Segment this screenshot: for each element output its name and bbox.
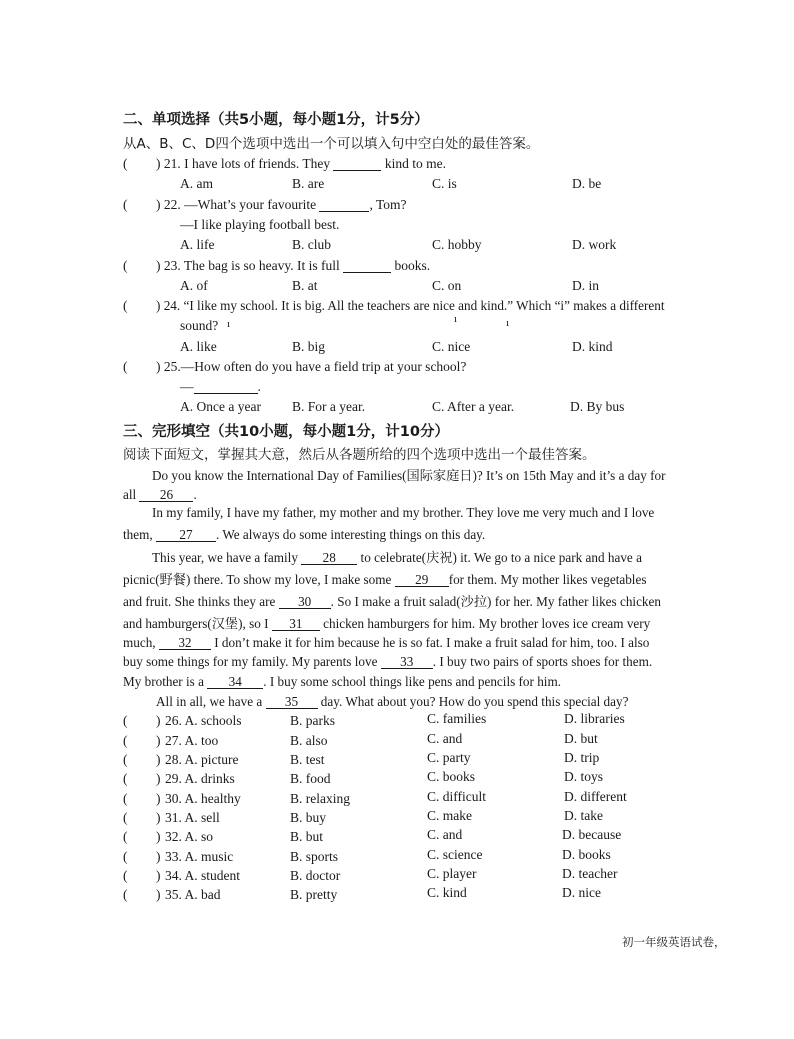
option-a: 29. A. drinks xyxy=(165,771,235,786)
question-stem-end: kind to me. xyxy=(384,156,446,171)
passage-line xyxy=(123,635,689,651)
question-stem: 23. The bag is so heavy. It is full xyxy=(163,258,340,273)
answer-paren-open: ( xyxy=(123,868,128,883)
option-d: D. work xyxy=(572,237,617,252)
passage-line xyxy=(123,613,689,632)
option-b: B. test xyxy=(290,752,325,767)
option-a: A. of xyxy=(180,278,208,293)
answer-paren-open: ( xyxy=(123,258,128,273)
passage-text: . We always do some interesting things on this day. xyxy=(215,527,486,542)
option-b: B. also xyxy=(290,733,328,748)
question-22 xyxy=(156,197,407,213)
answer-paren-close: ) xyxy=(156,752,161,767)
question-stem-end: , Tom? xyxy=(369,197,407,212)
option-b: B. big xyxy=(292,339,326,354)
option-d: D. kind xyxy=(572,339,613,354)
option-b: B. sports xyxy=(290,849,339,864)
passage-text: all xyxy=(123,487,137,502)
question-24-line2: sound? xyxy=(180,318,219,333)
cloze-blank-26: 26 xyxy=(139,488,193,502)
passage-text: day. What about you? How do you spend this special day? xyxy=(320,694,629,709)
option-a: 27. A. too xyxy=(165,733,219,748)
section-title-single-choice: 二、单项选择（共5小题，每小题1分，计5分） xyxy=(123,112,429,128)
passage-text: them, xyxy=(123,527,153,542)
passage-text: buy some things for my family. My parents love xyxy=(123,654,378,669)
option-b: B. but xyxy=(290,829,324,844)
answer-paren-open: ( xyxy=(123,849,128,864)
answer-paren-close: ) xyxy=(156,771,161,786)
passage-text: chicken hamburgers for him. My brother loves ice cream very xyxy=(323,616,651,631)
answer-paren-close: ) xyxy=(156,197,161,212)
cloze-blank-27: 27 xyxy=(156,528,216,542)
cloze-blank-35: 35 xyxy=(266,695,318,709)
option-c: C. and xyxy=(427,731,463,746)
question-stem: 22. —What’s your favourite xyxy=(163,197,317,212)
option-a: 35. A. bad xyxy=(165,887,221,902)
answer-paren-open: ( xyxy=(123,733,128,748)
section-instruction-single-choice: 从A、B、C、D四个选项中选出一个可以填入句中空白处的最佳答案。 xyxy=(123,136,540,152)
option-c: C. kind xyxy=(427,885,467,900)
option-d: D. toys xyxy=(564,769,604,784)
question-25-reply: — . xyxy=(180,379,261,394)
passage-line xyxy=(123,591,689,610)
answer-paren-open: ( xyxy=(123,298,128,313)
option-d: D. in xyxy=(572,278,599,293)
answer-paren-open: ( xyxy=(123,829,128,844)
passage-line: In my family, I have my father, my mother and my brother. They love me very much and I love xyxy=(152,505,655,520)
answer-blank xyxy=(343,259,391,273)
option-c: C. hobby xyxy=(432,237,482,252)
option-b: B. parks xyxy=(290,713,335,728)
answer-paren-open: ( xyxy=(123,156,128,171)
option-b: B. For a year. xyxy=(292,399,366,414)
question-stem-end: books. xyxy=(394,258,431,273)
option-a: 28. A. picture xyxy=(165,752,239,767)
section-title-cloze: 三、完形填空（共10小题，每小题1分，计10分） xyxy=(123,424,449,440)
answer-paren-open: ( xyxy=(123,771,128,786)
passage-text: My brother is a xyxy=(123,674,204,689)
option-a: 30. A. healthy xyxy=(165,791,241,806)
question-stem: 25.—How often do you have a field trip at your school? xyxy=(163,359,467,374)
passage-line xyxy=(156,694,722,710)
option-a: A. am xyxy=(180,176,213,191)
question-23 xyxy=(156,258,430,274)
passage-line xyxy=(152,547,718,566)
passage-text: and hamburgers(汉堡), so I xyxy=(123,616,269,631)
option-d: D. trip xyxy=(564,750,600,765)
passage-text: much, xyxy=(123,635,156,650)
answer-paren-open: ( xyxy=(123,791,128,806)
passage-text: to celebrate(庆祝) it. We go to a nice park and have a xyxy=(360,550,642,565)
option-c: C. nice xyxy=(432,339,471,354)
question-22-reply: —I like playing football best. xyxy=(180,217,340,232)
option-a: A. life xyxy=(180,237,215,252)
passage-text: . I buy some school things like pens and pencils for him. xyxy=(263,674,562,689)
option-a: 31. A. sell xyxy=(165,810,220,825)
option-d: D. teacher xyxy=(562,866,618,881)
answer-blank xyxy=(319,198,369,212)
option-d: D. By bus xyxy=(570,399,625,414)
pencil-tick-mark: ı xyxy=(454,313,458,325)
option-d: D. different xyxy=(564,789,627,804)
question-25 xyxy=(156,359,466,375)
option-b: B. pretty xyxy=(290,887,338,902)
answer-paren-close: ) xyxy=(156,713,161,728)
passage-text: . xyxy=(193,487,197,502)
answer-paren-close: ) xyxy=(156,887,161,902)
option-a: 26. A. schools xyxy=(165,713,242,728)
answer-paren-close: ) xyxy=(156,849,161,864)
answer-paren-close: ) xyxy=(156,810,161,825)
option-a: A. like xyxy=(180,339,217,354)
option-b: B. relaxing xyxy=(290,791,350,806)
option-a: 33. A. music xyxy=(165,849,234,864)
option-b: B. buy xyxy=(290,810,327,825)
answer-paren-close: ) xyxy=(156,258,161,273)
option-b: B. at xyxy=(292,278,318,293)
answer-paren-open: ( xyxy=(123,713,128,728)
cloze-blank-29: 29 xyxy=(395,573,449,587)
passage-text: and fruit. She thinks they are xyxy=(123,594,276,609)
pencil-tick-mark: ı xyxy=(506,317,510,329)
option-a: A. Once a year xyxy=(180,399,261,414)
option-b: B. doctor xyxy=(290,868,341,883)
answer-paren-open: ( xyxy=(123,810,128,825)
answer-blank xyxy=(194,380,258,394)
answer-paren-open: ( xyxy=(123,752,128,767)
cloze-blank-28: 28 xyxy=(301,551,357,565)
passage-text: All in all, we have a xyxy=(156,694,263,709)
option-c: C. party xyxy=(427,750,471,765)
option-a: 34. A. student xyxy=(165,868,241,883)
answer-paren-close: ) xyxy=(156,733,161,748)
answer-paren-close: ) xyxy=(156,298,161,313)
cloze-blank-33: 33 xyxy=(381,655,433,669)
option-b: B. club xyxy=(292,237,331,252)
cloze-blank-32: 32 xyxy=(159,636,211,650)
option-d: D. take xyxy=(564,808,603,823)
passage-text: picnic(野餐) there. To show my love, I make some xyxy=(123,572,392,587)
option-c: C. make xyxy=(427,808,472,823)
option-d: D. because xyxy=(562,827,622,842)
option-c: C. player xyxy=(427,866,477,881)
option-d: D. but xyxy=(564,731,598,746)
reply-dash: — xyxy=(180,379,194,394)
answer-paren-close: ) xyxy=(156,359,161,374)
option-d: D. be xyxy=(572,176,602,191)
passage-line xyxy=(123,569,689,588)
passage-line xyxy=(123,674,689,690)
answer-paren-open: ( xyxy=(123,359,128,374)
answer-paren-close: ) xyxy=(156,868,161,883)
passage-line xyxy=(123,487,689,503)
answer-paren-close: ) xyxy=(156,791,161,806)
option-c: C. on xyxy=(432,278,462,293)
cloze-blank-31: 31 xyxy=(272,617,320,631)
cloze-blank-30: 30 xyxy=(279,595,331,609)
answer-blank xyxy=(333,157,381,171)
option-d: D. nice xyxy=(562,885,601,900)
question-24 xyxy=(156,298,665,314)
option-c: C. difficult xyxy=(427,789,486,804)
passage-line xyxy=(123,527,689,543)
option-c: C. is xyxy=(432,176,457,191)
option-c: C. After a year. xyxy=(432,399,515,414)
passage-line: Do you know the International Day of Families(国际家庭日)? It’s on 15th May and it’s a day for xyxy=(152,468,666,483)
answer-paren-close: ) xyxy=(156,156,161,171)
option-c: C. and xyxy=(427,827,463,842)
answer-paren-open: ( xyxy=(123,197,128,212)
option-c: C. science xyxy=(427,847,483,862)
question-stem: 24. “I like my school. It is big. All the teachers are nice and kind.” Which “i” makes a different xyxy=(163,298,665,313)
option-d: D. libraries xyxy=(564,711,625,726)
option-d: D. books xyxy=(562,847,611,862)
option-a: 32. A. so xyxy=(165,829,214,844)
option-b: B. are xyxy=(292,176,325,191)
cloze-blank-34: 34 xyxy=(207,675,263,689)
answer-paren-close: ) xyxy=(156,829,161,844)
passage-text: This year, we have a family xyxy=(152,550,298,565)
option-b: B. food xyxy=(290,771,331,786)
section-instruction-cloze: 阅读下面短文，掌握其大意，然后从各题所给的四个选项中选出一个最佳答案。 xyxy=(123,447,596,463)
page-footer: 初一年级英语试卷， xyxy=(622,935,726,949)
option-c: C. families xyxy=(427,711,487,726)
passage-text: I don’t make it for him because he is so fat. I make a fruit salad for him, too. I also xyxy=(214,635,650,650)
passage-text: . I buy two pairs of sports shoes for them. xyxy=(432,654,653,669)
pencil-tick-mark: ı xyxy=(227,318,231,330)
option-c: C. books xyxy=(427,769,476,784)
passage-text: . So I make a fruit salad(沙拉) for her. My father likes chicken xyxy=(330,594,661,609)
passage-text: for them. My mother likes vegetables xyxy=(448,572,647,587)
passage-line xyxy=(123,654,689,670)
answer-paren-open: ( xyxy=(123,887,128,902)
question-stem: 21. I have lots of friends. They xyxy=(163,156,331,171)
question-21 xyxy=(156,156,446,172)
